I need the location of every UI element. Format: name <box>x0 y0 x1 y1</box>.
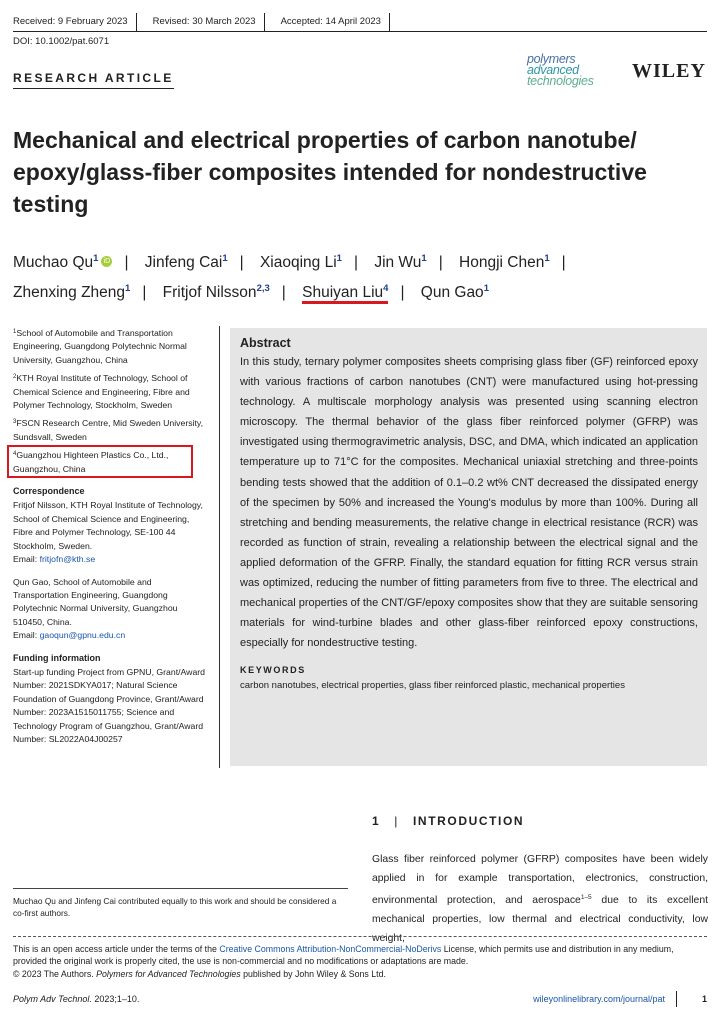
affiliation: $^3$FSCN Research Centre, Mid Sweden University, Sundsvall, Sweden <box>13 418 204 442</box>
date-separator <box>264 13 273 31</box>
page-number: 1 <box>701 994 707 1004</box>
highlighted-affiliation: $^4$Guangzhou Highteen Plastics Co., Ltd., Guangzhou, China <box>13 450 169 474</box>
doi: DOI: 10.1002/pat.6071 <box>13 36 110 47</box>
journal-url-link[interactable]: wileyonlinelibrary.com/journal/pat <box>533 994 665 1004</box>
abstract-text: In this study, ternary polymer composites sheets comprising glass fiber (GF) reinforced epoxy with various fractions of carbon nanotubes (CNT) were manufactured using hot-pressing technology. A multiscale morphology analysis was presented using scanning electron microscopy. The thermal behavior of the glass fiber reinforced polymer (GFRP) was investigated using thermogravimetric analysis, DSC, and DMA, which indicated an application temperature up to 71°C for the composites. Mechanical uniaxial stretching and three-points bending tests showed that the addition of 0.1–0.2 wt% CNT decreased the dissipated energy of the specimen by 50% and increased the Young's modulus by more than 100%. During all stretching and bending measurements, the relative change in electrical resistance (RCR) was recorded as function of strain, revealing a relationship between the electrical signal and the applied deformation of the GFRP. Finally, the standard equation for fitting RCR versus strain was optimized, reducing the number of fitting parameters from five to three. The electrical and mechanical properties of the CNT/GF/epoxy composites show that they are suitable sensoring materials for wind-turbine blades and other glass-fiber reinforced epoxy constructions, especially for nondestructive testing. <box>240 356 698 650</box>
correspondence-entry: Fritjof Nilsson, KTH Royal Institute of Technology, School of Chemical Science and Engineering, Fibre and Polymer Technology, SE-100 44 Stockholm, Sweden. Email: fritjofn@kth.se <box>13 500 203 565</box>
author[interactable]: Muchao Qu$^1$ iD <box>13 254 112 271</box>
date-separator <box>389 13 398 31</box>
author[interactable]: Zhenxing Zheng$^1$ <box>13 283 131 301</box>
author[interactable]: Fritjof Nilsson$^{2,3}$ <box>162 283 270 301</box>
journal-logo <box>527 54 627 87</box>
author[interactable]: Jinfeng Cai$^1$ <box>144 253 228 271</box>
received-date: Received: 9 February 2023 <box>13 16 128 27</box>
journal-logo-line: technologies <box>527 74 594 88</box>
intro-paragraph: Glass fiber reinforced polymer (GFRP) composites have been widely applied in for example transportation, electronics, construction, environmental protection, and aerospace$^{1-5}$ due to its excellent mechanical properties, low thermal and electrical conductivity, low weight, <box>372 854 708 944</box>
author-list: Muchao Qu$^1$ iD | Jinfeng Cai$^1$ | Xiaoqing Li$^1$ | Jin Wu$^1$ | Hongji Chen$^1$ | Zhenxing Zheng$^1$ | Fritjof Nilsson$^{2,3}$ | Shuiyan Liu$^4$ | Qun Gao$^1$ <box>13 246 707 306</box>
article-type: RESEARCH ARTICLE <box>13 71 174 89</box>
article-dates <box>13 12 707 32</box>
affiliation: $^2$KTH Royal Institute of Technology, School of Chemical Science and Engineering, Fibre and Polymer Technology, Stockholm, Sweden <box>13 373 190 411</box>
accepted-date: Accepted: 14 April 2023 <box>280 16 381 27</box>
reference-link[interactable]: 1–5 <box>580 894 592 901</box>
column-divider <box>219 326 220 768</box>
author[interactable]: Jin Wu$^1$ <box>374 253 427 271</box>
journal-logo-line: polymers <box>527 52 576 66</box>
author[interactable]: Hongji Chen$^1$ <box>459 253 550 271</box>
correspondence-entry: Qun Gao, School of Automobile and Transportation Engineering, Guangdong Polytechnic Normal University, Guangzhou 510450, China. Email: gaoqun@gpnu.edu.cn <box>13 576 178 641</box>
license-notice: This is an open access article under the terms of the Creative Commons Attribution-NonCommercial-NoDerivs License, which permits use and distribution in any medium, provided the original work is properly cited, the use is non-commercial and no modifications or adaptations are made. © 2023 The Authors. Polymers for Advanced Technologies published by John Wiley & Sons Ltd. <box>13 936 707 980</box>
author[interactable]: Qun Gao$^1$ <box>420 283 489 301</box>
keywords: carbon nanotubes, electrical properties, glass fiber reinforced plastic, mechanical properties <box>240 680 625 692</box>
funding-text: Start-up funding Project from GPNU, Grant/Award Number: 2021SDKYA017; Natural Science Foundation of Guangdong Province, Grant/Award Number: 2023A1515011755; Science and Technology Program of Guangzhou, Grant/Award Number: SL2022A04J00257 <box>13 666 206 744</box>
keywords-heading: KEYWORDS <box>240 665 306 676</box>
affiliation: $^1$School of Automobile and Transportation Engineering, Guangdong Polytechnic Normal University, Guangzhou, China <box>13 328 187 365</box>
sidebar-info <box>13 326 209 746</box>
affiliation-highlight-box <box>7 445 193 478</box>
correspondence-heading: Correspondence <box>13 486 85 497</box>
license-link[interactable]: Creative Commons Attribution-NonCommercial-NoDerivs <box>219 944 442 954</box>
email-link[interactable]: gaoqun@gpnu.edu.cn <box>39 630 126 641</box>
section-heading: 1 | INTRODUCTION <box>372 814 525 828</box>
orcid-icon[interactable]: iD <box>101 256 112 267</box>
article-title: Mechanical and electrical properties of carbon nanotube/ epoxy/glass-fiber composites intended for nondestructive testing <box>13 127 647 217</box>
abstract-box <box>230 328 707 766</box>
article-metadata <box>13 12 707 47</box>
abstract-heading: Abstract <box>240 336 291 350</box>
date-separator <box>136 13 145 31</box>
journal-logo-line: advanced <box>527 63 579 77</box>
citation: Polym Adv Technol. 2023;1–10. <box>13 994 140 1004</box>
funding-heading: Funding information <box>13 652 101 663</box>
footnote: Muchao Qu and Jinfeng Cai contributed equally to this work and should be considered a co-first authors. <box>13 888 348 919</box>
footer-separator <box>676 991 677 1007</box>
email-link[interactable]: fritjofn@kth.se <box>39 554 96 565</box>
highlighted-author[interactable]: Shuiyan Liu$^4$ <box>302 284 388 304</box>
publisher-logo: WILEY <box>632 60 706 82</box>
author[interactable]: Xiaoqing Li$^1$ <box>259 253 342 271</box>
revised-date: Revised: 30 March 2023 <box>152 16 256 27</box>
